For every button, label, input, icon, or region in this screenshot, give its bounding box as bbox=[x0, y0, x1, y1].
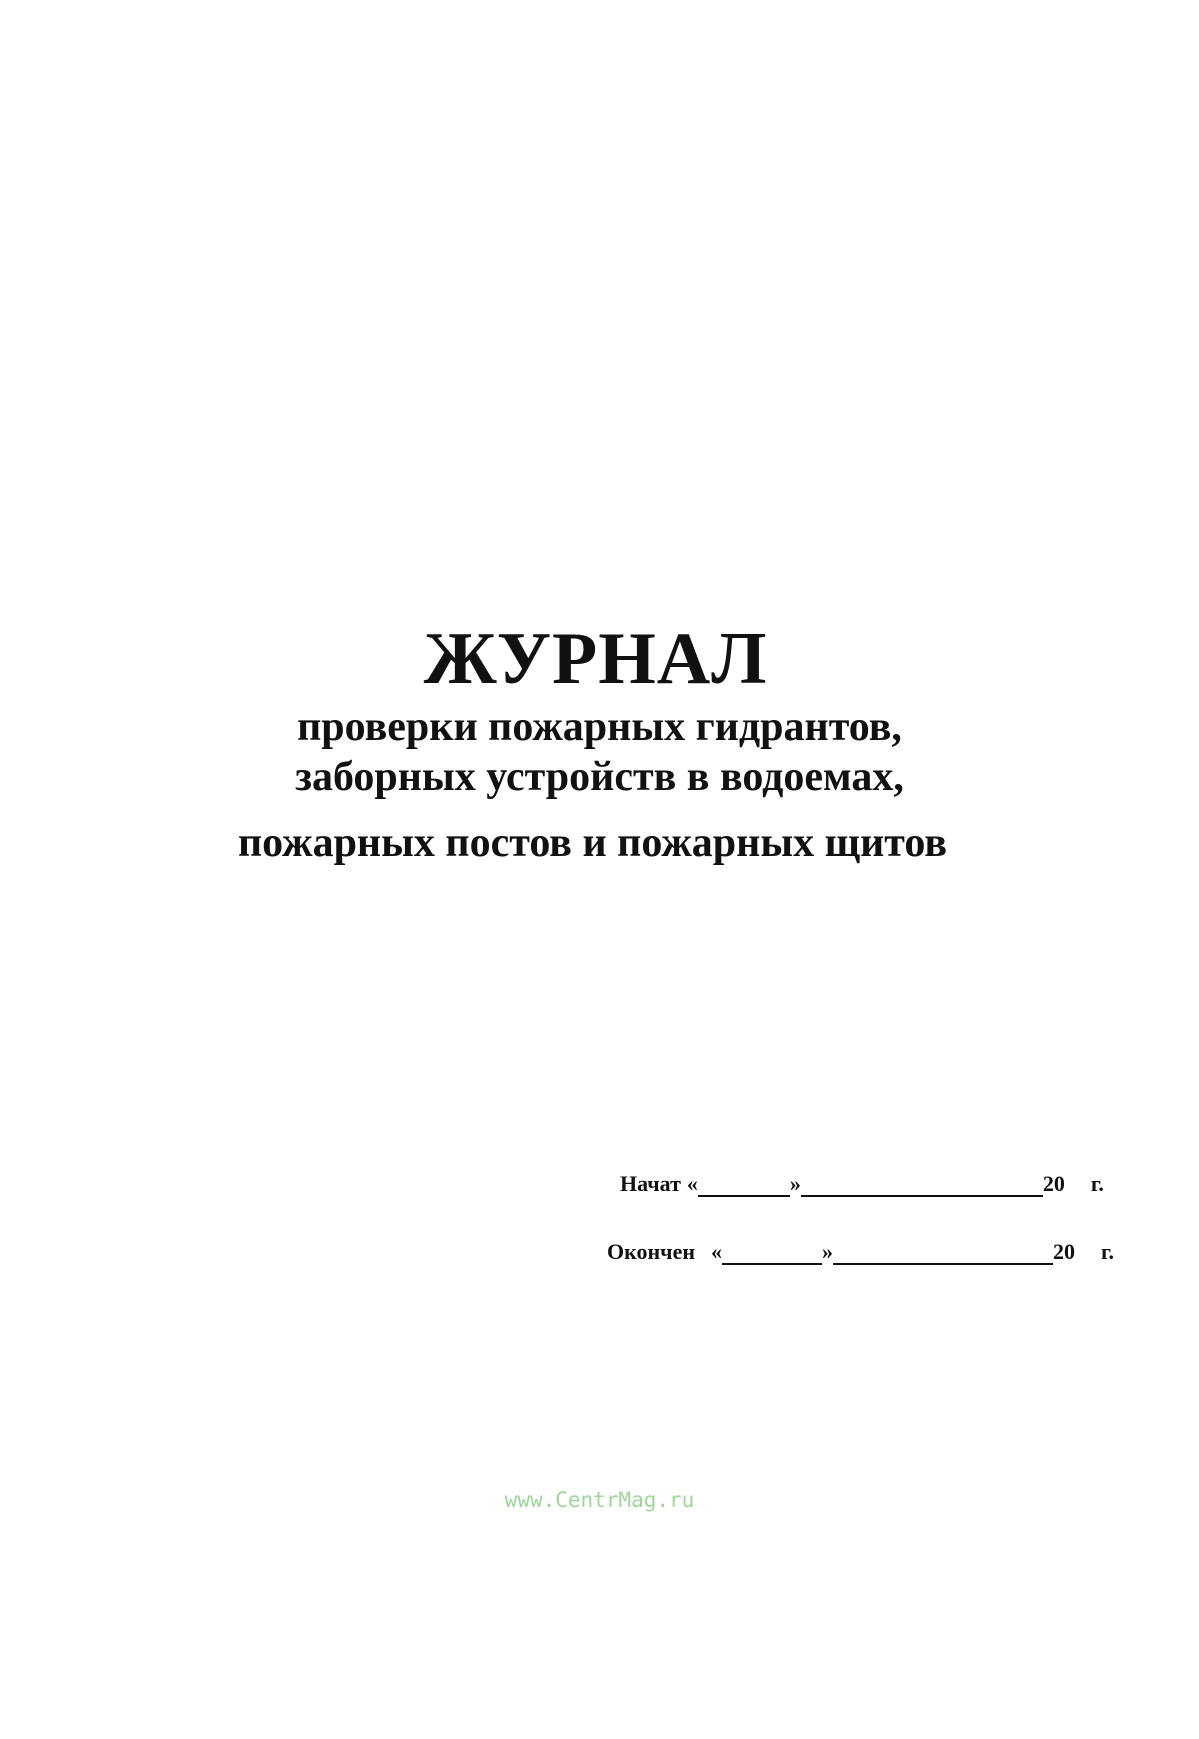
start-day-blank bbox=[698, 1175, 790, 1197]
end-date-line bbox=[607, 1239, 1114, 1265]
start-month-blank bbox=[801, 1175, 1043, 1197]
start-date-line bbox=[620, 1171, 1104, 1197]
watermark: www.CentrMag.ru bbox=[504, 1488, 695, 1512]
end-year-suffix: г. bbox=[1101, 1239, 1115, 1264]
end-month-blank bbox=[833, 1243, 1053, 1265]
end-year-prefix: 20 bbox=[1053, 1239, 1076, 1264]
subtitle-line-1: проверки пожарных гидрантов, bbox=[297, 704, 902, 750]
start-year-suffix: г. bbox=[1090, 1171, 1104, 1196]
title-block bbox=[0, 618, 1199, 868]
end-open-quote: « bbox=[711, 1239, 723, 1264]
end-day-blank bbox=[722, 1243, 822, 1265]
start-label: Начат bbox=[620, 1171, 681, 1196]
end-close-quote: » bbox=[822, 1239, 834, 1264]
start-year-prefix: 20 bbox=[1042, 1171, 1065, 1196]
subtitle-line-3: пожарных постов и пожарных щитов bbox=[237, 820, 948, 866]
end-label: Окончен bbox=[607, 1239, 696, 1264]
journal-title: ЖУРНАЛ bbox=[423, 618, 768, 700]
subtitle-line-2: заборных устройств в водоемах, bbox=[295, 754, 904, 800]
start-open-quote: « bbox=[686, 1171, 698, 1196]
start-close-quote: » bbox=[789, 1171, 801, 1196]
